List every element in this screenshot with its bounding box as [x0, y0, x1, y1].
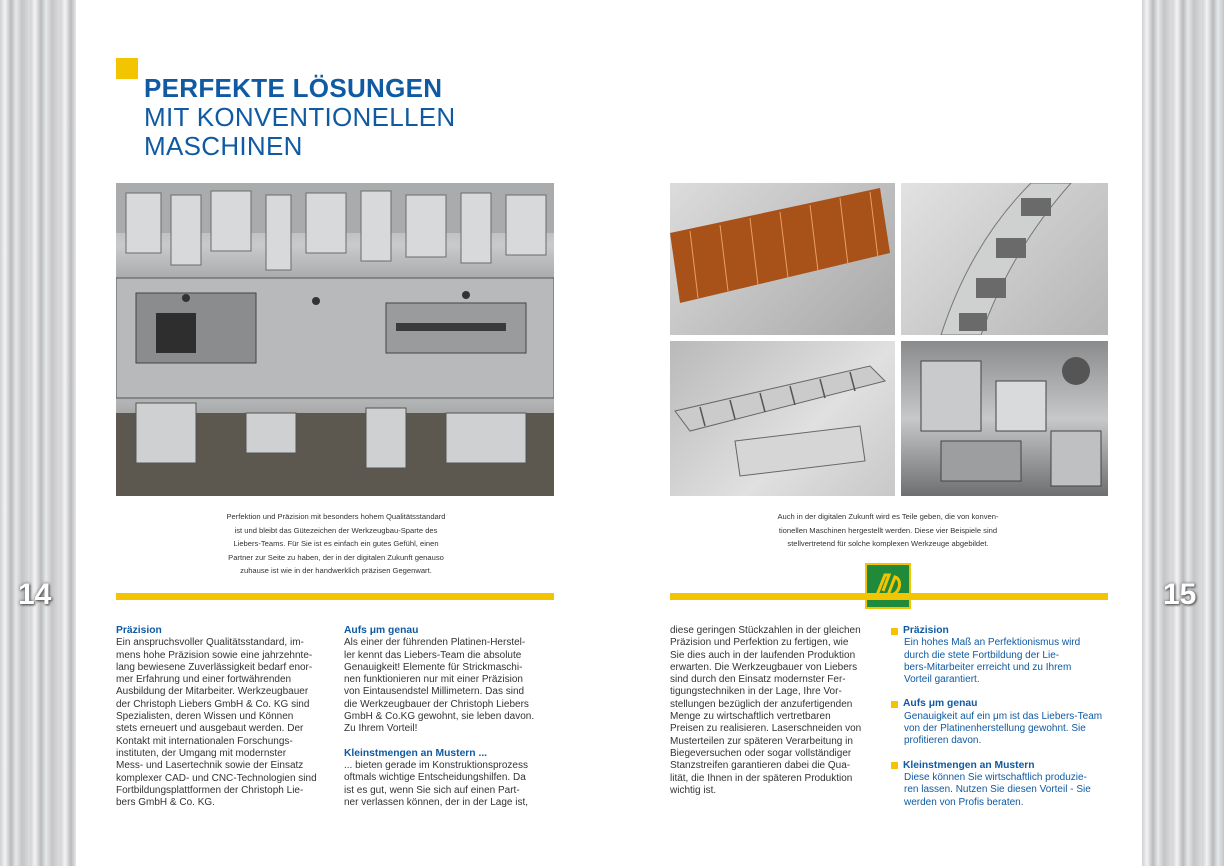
copper-strip-photo [670, 183, 895, 335]
bullet-marker [891, 762, 898, 769]
liebers-logo [865, 563, 911, 609]
tool-machine-photo [116, 183, 554, 496]
text-column-1: Präzision Ein anspruchsvoller Qualitätsstandard, im- mens hohe Präzision sowie eine jahrzehnte- lang bewiesene Zuverlässigkeit bedarf enor- mer Erfahrung und einer fortwährenden Ausbildung der Mitarbeiter. Werkzeugbauer der Christoph Liebers GmbH & Co. KG sind Spezialisten, deren Wissen und Können stets erneuert und ausgebaut werden. Der Kontakt mit internationalen Forschungs- instituten, der Umgang mit modernster Mess- und Lasertechnik sowie der Einsatz komplexer CAD- und CNC-Technologien sind Fortbildungsplattformen der Christoph Lie- bers GmbH & Co. KG. [116, 625, 317, 809]
right-caption: Auch in der digitalen Zukunft wird es Teile geben, die von konven- tionellen Maschinen hergestellt werden. Diese vier Beispiele sind stellvertretend für solche komplexen Werkzeuge abgebildet. [777, 512, 999, 548]
bullet-marker [891, 628, 898, 635]
right-steel-border [1142, 0, 1224, 866]
machine-detail-photo [901, 341, 1108, 496]
page-number-left: 14 [18, 578, 52, 611]
bent-parts-photo [670, 341, 895, 496]
heading-marker [116, 58, 138, 79]
left-caption: Perfektion und Präzision mit besonders hohem Qualitätsstandard ist und bleibt das Gütezeichen der Werkzeugbau-Sparte des Liebers-Teams. Für Sie ist es einfach ein gutes Gefühl, einen Partner zur Seite zu haben, der in der digitalen Zukunft genauso zuhause ist wie in der handwerklich präzisen Gegenwart. [226, 512, 446, 575]
bullet-marker [891, 701, 898, 708]
page-number-right: 15 [1163, 578, 1197, 611]
tool-machine-illustration [116, 183, 554, 496]
stamped-strip-photo [901, 183, 1108, 335]
text-column-3: diese geringen Stückzahlen in der gleichen Präzision und Perfektion zu fertigen, wie Sie dies auch in der laufenden Produktion erwarten. Die Werkzeugbauer von Liebers sind durch den Einsatz modernster Fer- tigungstechniken in der Lage, Ihre Vor- stellungen bezüglich der anzufertigenden Menge zu wirtschaftlich vertretbaren Preisen zu realisieren. Laserschneiden von Musterteilen zur späteren Verarbeitung in Biegeversuchen oder sogar vollständiger Stanzstreifen garantieren dabei die Qua- lität, die Ihnen in der späteren Produktion wichtig ist. [670, 625, 862, 796]
divider-left [116, 593, 554, 600]
text-column-2: Aufs μm genau Als einer der führenden Platinen-Herstel- ler kennt das Liebers-Team die absolute Genauigkeit! Elemente für Strickmaschi- nen funktionieren nur mit einer Präzision von Eintausendstel Millimetern. Das sind die Werkzeugbauer der Christoph Liebers GmbH & Co.KG gewohnt, sie leben davon. Zu Ihrem Vorteil! Kleinstmengen an Mustern ... ... bieten gerade im Konstruktionsprozess oftmals wichtige Entscheidungshilfen. Da ist es gut, wenn Sie sich auf einen Part- ner verlassen können, der in der Lage ist, [344, 625, 535, 808]
page-title: PERFEKTE LÖSUNGEN MIT KONVENTIONELLEN MASCHINEN [144, 73, 456, 161]
text-column-4-summary: Präzision Ein hohes Maß an Perfektionismus wird durch die stete Fortbildung der Lie- bers-Mitarbeiter erreicht und zu Ihrem Vorteil garantiert. Aufs μm genau Genauigkeit auf ein μm ist das Liebers-Team von der Platinenherstellung gewohnt. Sie profitieren davon. Kleinstmengen an Mustern Diese können Sie wirtschaftlich produzie- ren lassen. Nutzen Sie diesen Vorteil - Sie werden von Profis beraten. [904, 625, 1108, 809]
left-steel-border [0, 0, 76, 866]
divider-right [670, 593, 1108, 600]
